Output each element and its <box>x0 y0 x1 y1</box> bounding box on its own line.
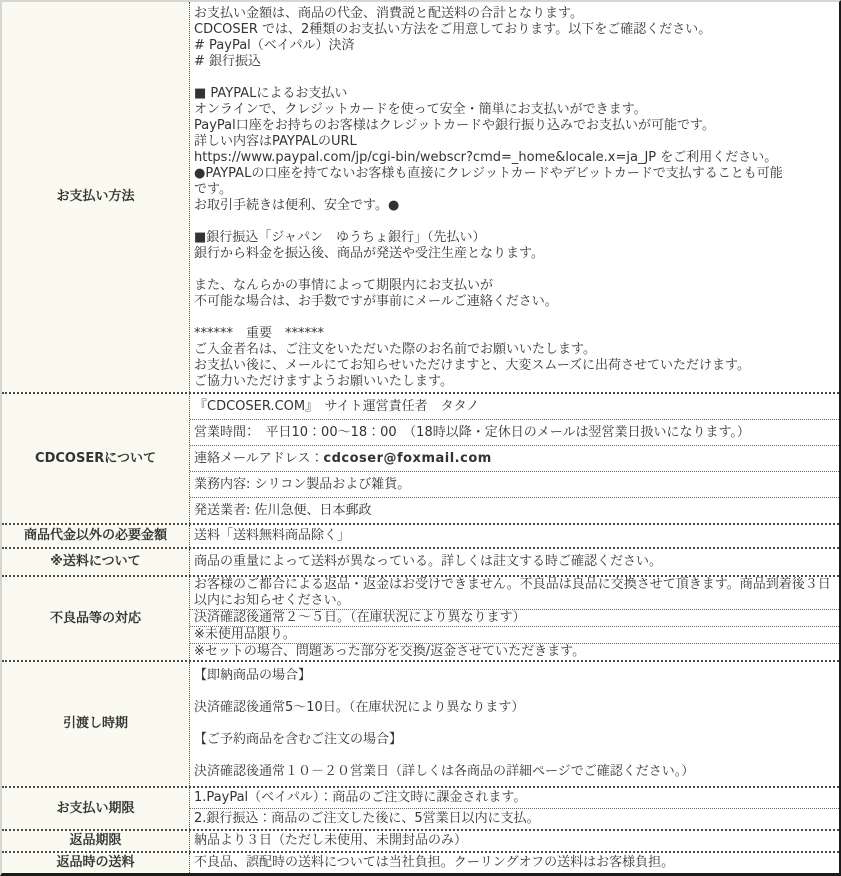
contact-email-label: 連絡メールアドレス： <box>194 451 324 466</box>
text-line: 銀行から料金を振込後、商品が発送や受注生産となります。 <box>194 246 544 261</box>
text-line: 不良品、誤配時の送料については当社負担。クーリングオフの送料はお客様負担。 <box>194 855 675 870</box>
blank-line <box>194 684 837 700</box>
paypal-url-text: https://www.paypal.com/jp/cgi-bin/webscr?cmd=_home&locale.x=ja_JP をご利用ください。 <box>194 150 778 165</box>
blank-line <box>194 214 837 230</box>
delivery-time-content <box>190 662 839 786</box>
bank-transfer-section-heading: ■銀行振込「ジャパン ゆうちょ銀行」（先払い） <box>194 230 486 245</box>
extra-fees-content <box>190 525 839 547</box>
row-about-cdcoser <box>2 392 839 523</box>
text-line: オンラインで、クレジットカードを使って安全・簡単にお支払いができます。 <box>194 102 647 117</box>
text-line: 送料「送料無料商品除く」 <box>194 528 351 543</box>
text-line: 不可能な場合は、お手数ですが事前にメールご連絡ください。 <box>194 294 558 309</box>
paypal-deadline-cell: 1.PayPal（ベイパル）：商品のご注文時に課金されます。 <box>194 790 527 805</box>
text-line: また、なんらかの事情によって期限内にお支払いが <box>194 278 494 293</box>
row-header-about-cdcoser: CDCOSERについて <box>2 394 190 523</box>
text-line: 商品の重量によって送料が異なっている。詳しくは註文する時ご確認ください。 <box>194 554 663 569</box>
row-header-defective-items: 不良品等の対応 <box>2 577 190 660</box>
site-operator-cell: 『CDCOSER.COM』 サイト運営責任者 タタノ <box>194 399 480 414</box>
blank-line <box>194 262 837 278</box>
return-shipping-content <box>190 853 839 873</box>
return-policy-cell: お客様のご都合による返品・返金はお受けできません。不良品は良品に交換させて頂きます。商品到着後３日以内にお知らせください。 <box>194 577 831 608</box>
text-line: PayPal口座をお持ちのお客様はクレジットカードや銀行振り込みでお支払いが可能です。 <box>194 118 715 133</box>
text-line: お支払い金額は、商品の代金、消費説と配送料の合計となります。 <box>194 6 583 21</box>
row-return-shipping <box>2 851 839 873</box>
blank-line <box>194 748 837 764</box>
exchange-time-cell: 決済確認後通常２～５日。（在庫状況により異なります） <box>190 609 839 626</box>
row-header-shipping-note: ※送料について <box>2 549 190 575</box>
text-line: 詳しい内容はPAYPALのURL <box>194 134 357 149</box>
row-shipping-note <box>2 547 839 575</box>
row-header-extra-fees: 商品代金以外の必要金額 <box>2 525 190 547</box>
in-stock-heading: 【即納商品の場合】 <box>194 668 312 683</box>
row-extra-fees <box>2 523 839 547</box>
text-line: 納品より３日（ただし未使用、未開封品のみ） <box>194 833 468 848</box>
about-cdcoser-content <box>190 394 839 523</box>
text-line: お支払い後に、メールにてお知らせいただけますと、大変スムーズに出荷させていただけます。 <box>194 358 751 373</box>
row-header-delivery-time: 引渡し時期 <box>2 662 190 786</box>
row-delivery-time <box>2 660 839 786</box>
row-payment-deadline <box>2 786 839 829</box>
row-header-return-deadline: 返品期限 <box>2 831 190 851</box>
row-payment-method <box>2 2 839 392</box>
text-line: ●PAYPALの口座を持てないお客様も直接にクレジットカードやデビットカードで支払することも可能 <box>194 166 783 181</box>
row-header-payment-method: お支払い方法 <box>2 2 190 392</box>
bank-deadline-cell: 2.銀行振込：商品のご注文した後に、5営業日以内に支払。 <box>190 808 839 829</box>
text-line: ご協力いただけますようお願いいたします。 <box>194 374 453 389</box>
text-line: # PayPal（ベイパル）決済 <box>194 38 355 53</box>
contact-email-cell <box>190 445 839 471</box>
blank-line <box>194 716 837 732</box>
unused-only-cell: ※未使用品限り。 <box>190 626 839 643</box>
text-line: 決済確認後通常１０－２０営業日（詳しくは各商品の詳細ページでご確認ください。） <box>194 764 695 779</box>
payment-method-content <box>190 2 839 392</box>
text-line: です。 <box>194 182 232 197</box>
blank-line <box>194 310 837 326</box>
row-header-return-shipping: 返品時の送料 <box>2 853 190 873</box>
important-note-heading: ****** 重要 ****** <box>194 326 325 341</box>
payment-deadline-content <box>190 788 839 829</box>
blank-line <box>194 70 837 86</box>
text-line: ご入金者名は、ご注文をいただいた際のお名前でお願いいたします。 <box>194 342 596 357</box>
email-address: cdcoser@foxmail.com <box>323 451 492 466</box>
set-exchange-cell: ※セットの場合、問題あった部分を交換/返金させていただきます。 <box>190 643 839 660</box>
preorder-heading: 【ご予約商品を含むご注文の場合】 <box>194 732 403 747</box>
row-return-deadline <box>2 829 839 851</box>
paypal-section-heading: ■ PAYPALによるお支払い <box>194 86 348 101</box>
row-header-payment-deadline: お支払い期限 <box>2 788 190 829</box>
shipping-carrier-cell: 発送業者: 佐川急便、日本郵政 <box>190 497 839 523</box>
return-deadline-content <box>190 831 839 851</box>
shipping-note-content <box>190 549 839 575</box>
text-line: CDCOSER では、2種類のお支払い方法をご用意しております。以下をご確認ください。 <box>194 22 712 37</box>
text-line: お取引手続きは便利、安全です。● <box>194 198 400 213</box>
business-description-cell: 業務内容: シリコン製品および雑貨。 <box>190 471 839 497</box>
business-hours-cell: 営業時間： 平日10：00～18：00 （18時以降・定休日のメールは翌営業日扱いになります。） <box>190 419 839 445</box>
defective-items-content <box>190 577 839 660</box>
row-defective-items <box>2 575 839 660</box>
text-line: # 銀行振込 <box>194 54 262 69</box>
text-line: 決済確認後通常5～10日。（在庫状況により異なります） <box>194 700 525 715</box>
